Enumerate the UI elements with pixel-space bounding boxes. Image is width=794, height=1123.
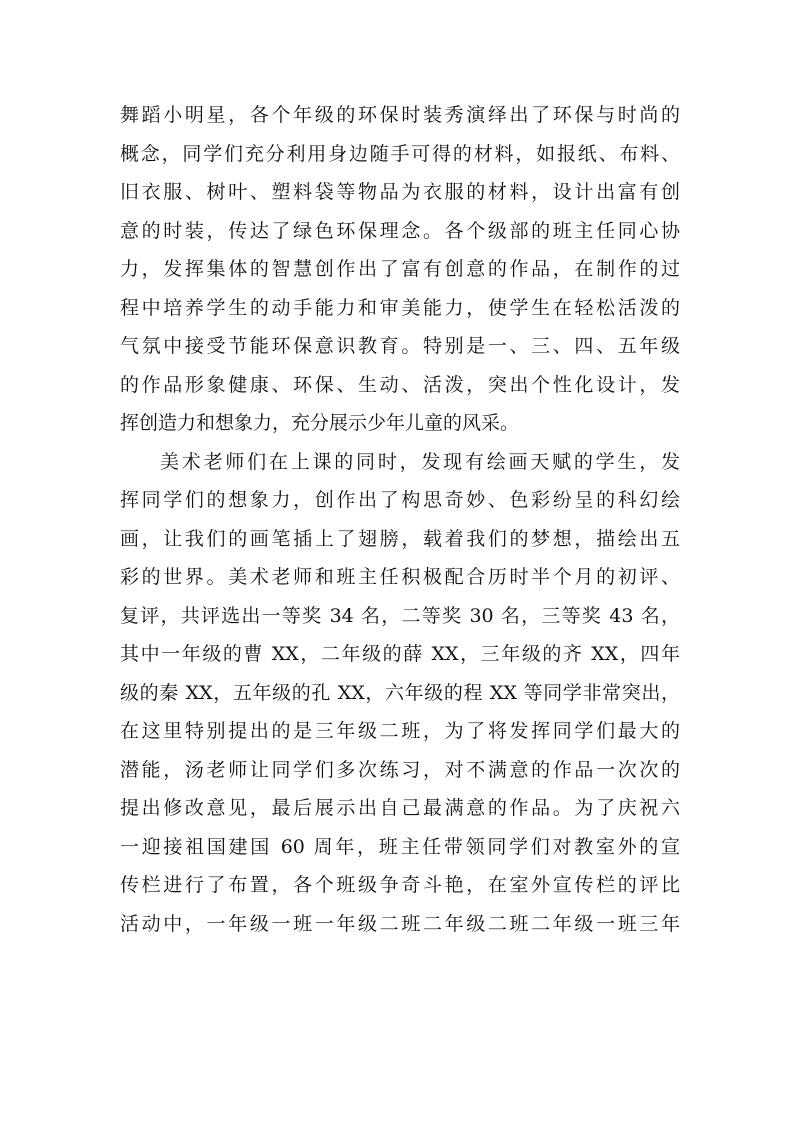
paragraph-1-line-6: 程中培养学生的动手能力和审美能力，使学生在轻松活泼的	[120, 296, 680, 319]
paragraph-1-line-2: 概念，同学们充分利用身边随手可得的材料，如报纸、布料、	[120, 142, 680, 165]
paragraph-2-line-13: 活动中，一年级一班一年级二班二年级二班二年级一班三年	[120, 912, 680, 935]
paragraph-1-line-1: 舞蹈小明星，各个年级的环保时装秀演绎出了环保与时尚的	[120, 104, 680, 126]
paragraph-2-line-8: 在这里特别提出的是三年级二班，为了将发挥同学们最大的	[120, 720, 680, 742]
paragraph-2-line-3: 画，让我们的画笔插上了翅膀，载着我们的梦想，描绘出五	[120, 527, 680, 550]
paragraph-2-line-12: 传栏进行了布置，各个班级争奇斗艳，在室外宣传栏的评比	[120, 874, 680, 896]
paragraph-2-line-9: 潜能，汤老师让同学们多次练习，对不满意的作品一次次的	[120, 758, 680, 781]
paragraph-2-line-7: 级的秦 XX，五年级的孔 XX，六年级的程 XX 等同学非常突出，	[120, 681, 680, 704]
paragraph-2-line-4: 彩的世界。美术老师和班主任积极配合历时半个月的初评、	[120, 566, 680, 588]
paragraph-2-line-5: 复评，共评选出一等奖 34 名，二等奖 30 名，三等奖 43 名，	[120, 604, 680, 627]
paragraph-1-line-3: 旧衣服、树叶、塑料袋等物品为衣服的材料，设计出富有创	[120, 181, 680, 203]
paragraph-1-line-5: 力，发挥集体的智慧创作出了富有创意的作品，在制作的过	[120, 258, 680, 280]
paragraph-2-line-10: 提出修改意见，最后展示出自己最满意的作品。为了庆祝六	[120, 797, 680, 819]
paragraph-1-line-7: 气氛中接受节能环保意识教育。特别是一、三、四、五年级	[120, 335, 680, 357]
paragraph-1-line-9: 挥创造力和想象力，充分展示少年儿童的风采。	[120, 412, 520, 434]
document-body	[120, 96, 680, 943]
paragraph-2-line-6: 其中一年级的曹 XX，二年级的薛 XX，三年级的齐 XX，四年	[120, 643, 680, 665]
paragraph-2-line-11: 一迎接祖国建国 60 周年，班主任带领同学们对教室外的宣	[120, 835, 680, 858]
paragraph-2-line-1: 美术老师们在上课的同时，发现有绘画天赋的学生，发	[160, 450, 680, 473]
paragraph-1-line-8: 的作品形象健康、环保、生动、活泼，突出个性化设计，发	[120, 373, 680, 396]
paragraph-1-line-4: 意的时装，传达了绿色环保理念。各个级部的班主任同心协	[120, 219, 680, 242]
paragraph-2-line-2: 挥同学们的想象力，创作出了构思奇妙、色彩纷呈的科幻绘	[120, 489, 680, 511]
